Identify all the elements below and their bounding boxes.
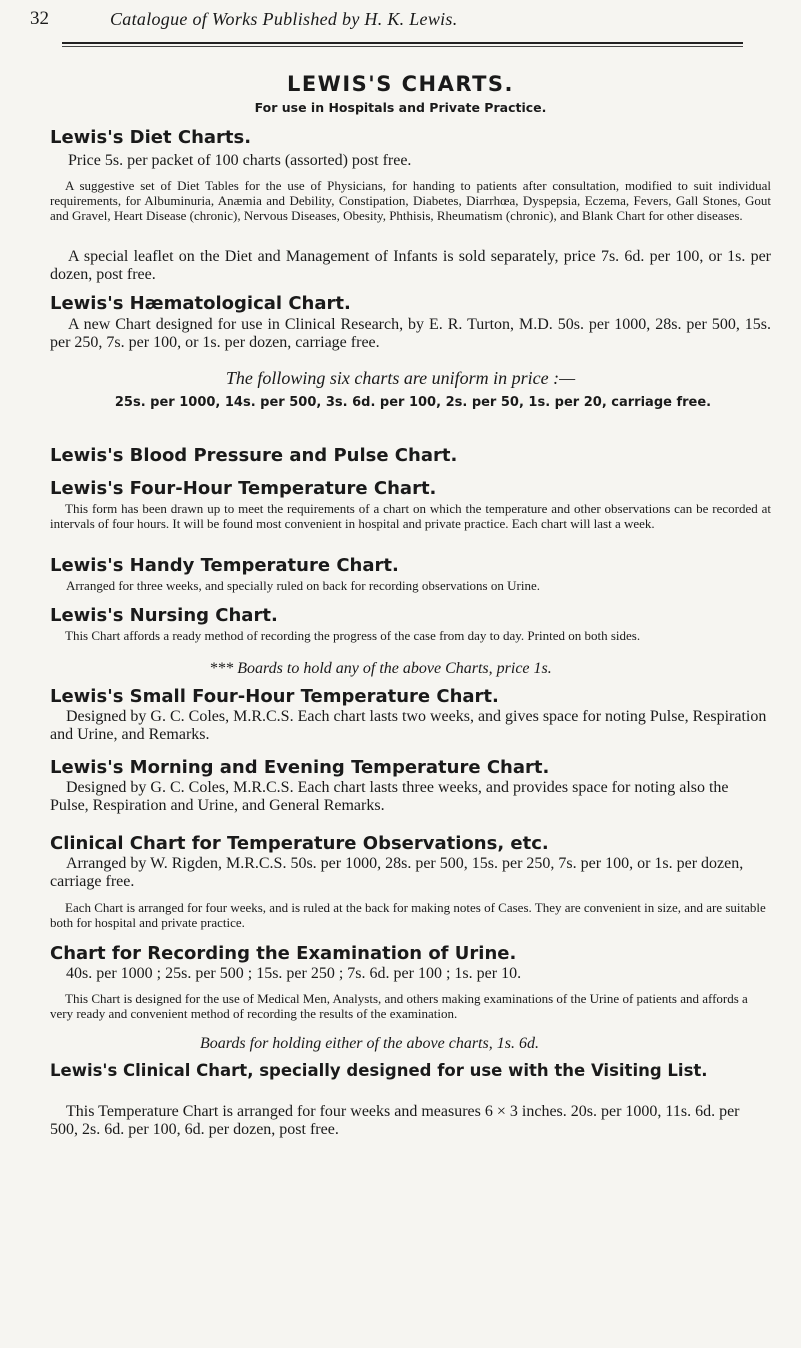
visiting-list-chart-heading: Lewis's Clinical Chart, specially designed for use with the Visiting List.	[50, 1061, 708, 1080]
morning-evening-chart-description: Designed by G. C. Coles, M.R.C.S. Each chart lasts three weeks, and provides space for noting also the Pulse, Respiration and Urine, and General Remarks.	[50, 779, 729, 814]
header-rule-thin	[62, 46, 743, 47]
nursing-chart-heading: Lewis's Nursing Chart.	[50, 605, 278, 626]
haematological-chart-heading: Lewis's Hæmatological Chart.	[50, 293, 351, 314]
small-four-hour-chart-description: Designed by G. C. Coles, M.R.C.S. Each chart lasts two weeks, and gives space for noting Pulse, Respiration and Urine, and Remarks.	[50, 708, 767, 743]
urine-examination-chart-heading: Chart for Recording the Examination of Urine.	[50, 943, 517, 964]
morning-evening-chart-heading: Lewis's Morning and Evening Temperature Chart.	[50, 757, 550, 778]
section-subtitle: For use in Hospitals and Private Practice.	[254, 100, 547, 115]
small-four-hour-chart-heading: Lewis's Small Four-Hour Temperature Chart.	[50, 686, 499, 707]
visiting-list-chart-description: This Temperature Chart is arranged for four weeks and measures 6 × 3 inches. 20s. per 1000, 11s. 6d. per 500, 2s. 6d. per 100, 6d. per dozen, post free.	[50, 1103, 740, 1138]
four-hour-chart-description: This form has been drawn up to meet the requirements of a chart on which the temperature and other observations can be recorded at intervals of four hours. It will be found most convenient in hospital and private practice. Each chart will last a week.	[50, 501, 771, 531]
running-header	[30, 8, 771, 30]
running-title: Catalogue of Works Published by H. K. Lewis.	[110, 9, 458, 29]
uniform-price-intro: The following six charts are uniform in price :—	[225, 368, 576, 388]
handy-chart-heading: Lewis's Handy Temperature Chart.	[50, 555, 399, 576]
clinical-observations-chart-note: Each Chart is arranged for four weeks, and is ruled at the back for making notes of Cases. They are convenient in size, and are suitable both for hospital and private practice.	[50, 900, 766, 930]
four-hour-chart-heading: Lewis's Four-Hour Temperature Chart.	[50, 478, 437, 499]
page-number: 32	[30, 8, 49, 29]
uniform-price-list: 25s. per 1000, 14s. per 500, 3s. 6d. per 100, 2s. per 50, 1s. per 20, carriage free.	[114, 395, 712, 410]
haematological-chart-description: A new Chart designed for use in Clinical Research, by E. R. Turton, M.D. 50s. per 1000, 28s. per 500, 15s. per 250, 7s. per 100, or 1s. per dozen, carriage free.	[50, 316, 771, 351]
section-title: LEWIS'S CHARTS.	[286, 72, 515, 96]
blood-pressure-chart-heading: Lewis's Blood Pressure and Pulse Chart.	[50, 445, 458, 466]
urine-examination-chart-description: This Chart is designed for the use of Medical Men, Analysts, and others making examinations of the Urine of patients and affords a very ready and convenient method of recording the results of the examination.	[50, 991, 748, 1021]
nursing-chart-description: This Chart affords a ready method of recording the progress of the case from day to day. Printed on both sides.	[65, 628, 641, 643]
infant-leaflet-note: A special leaflet on the Diet and Management of Infants is sold separately, price 7s. 6d. per 100, or 1s. per dozen, post free.	[50, 248, 771, 283]
handy-chart-description: Arranged for three weeks, and specially ruled on back for recording observations on Urine.	[66, 578, 540, 593]
urine-boards-price-note: Boards for holding either of the above charts, 1s. 6d.	[200, 1035, 539, 1052]
diet-charts-description: A suggestive set of Diet Tables for the use of Physicians, for handing to patients after consultation, modified to suit individual requirements, for Albuminuria, Anæmia and Debility, Constipation, Diabetes, Diarrhœa, Dyspepsia, Eczema, Fevers, Gall Stones, Gout and Gravel, Heart Disease (chronic), Nervous Diseases, Obesity, Phthisis, Rheumatism (chronic), and Blank Chart for other diseases.	[50, 178, 771, 223]
diet-charts-heading: Lewis's Diet Charts.	[50, 127, 252, 148]
clinical-observations-chart-heading: Clinical Chart for Temperature Observations, etc.	[50, 833, 549, 854]
diet-charts-price: Price 5s. per packet of 100 charts (assorted) post free.	[68, 152, 412, 169]
boards-price-note: *** Boards to hold any of the above Charts, price 1s.	[209, 660, 552, 677]
header-rule	[62, 42, 743, 44]
urine-examination-chart-prices: 40s. per 1000 ; 25s. per 500 ; 15s. per 250 ; 7s. 6d. per 100 ; 1s. per 10.	[66, 965, 522, 982]
clinical-observations-chart-description: Arranged by W. Rigden, M.R.C.S. 50s. per 1000, 28s. per 500, 15s. per 250, 7s. per 100, or 1s. per dozen, carriage free.	[50, 855, 744, 890]
